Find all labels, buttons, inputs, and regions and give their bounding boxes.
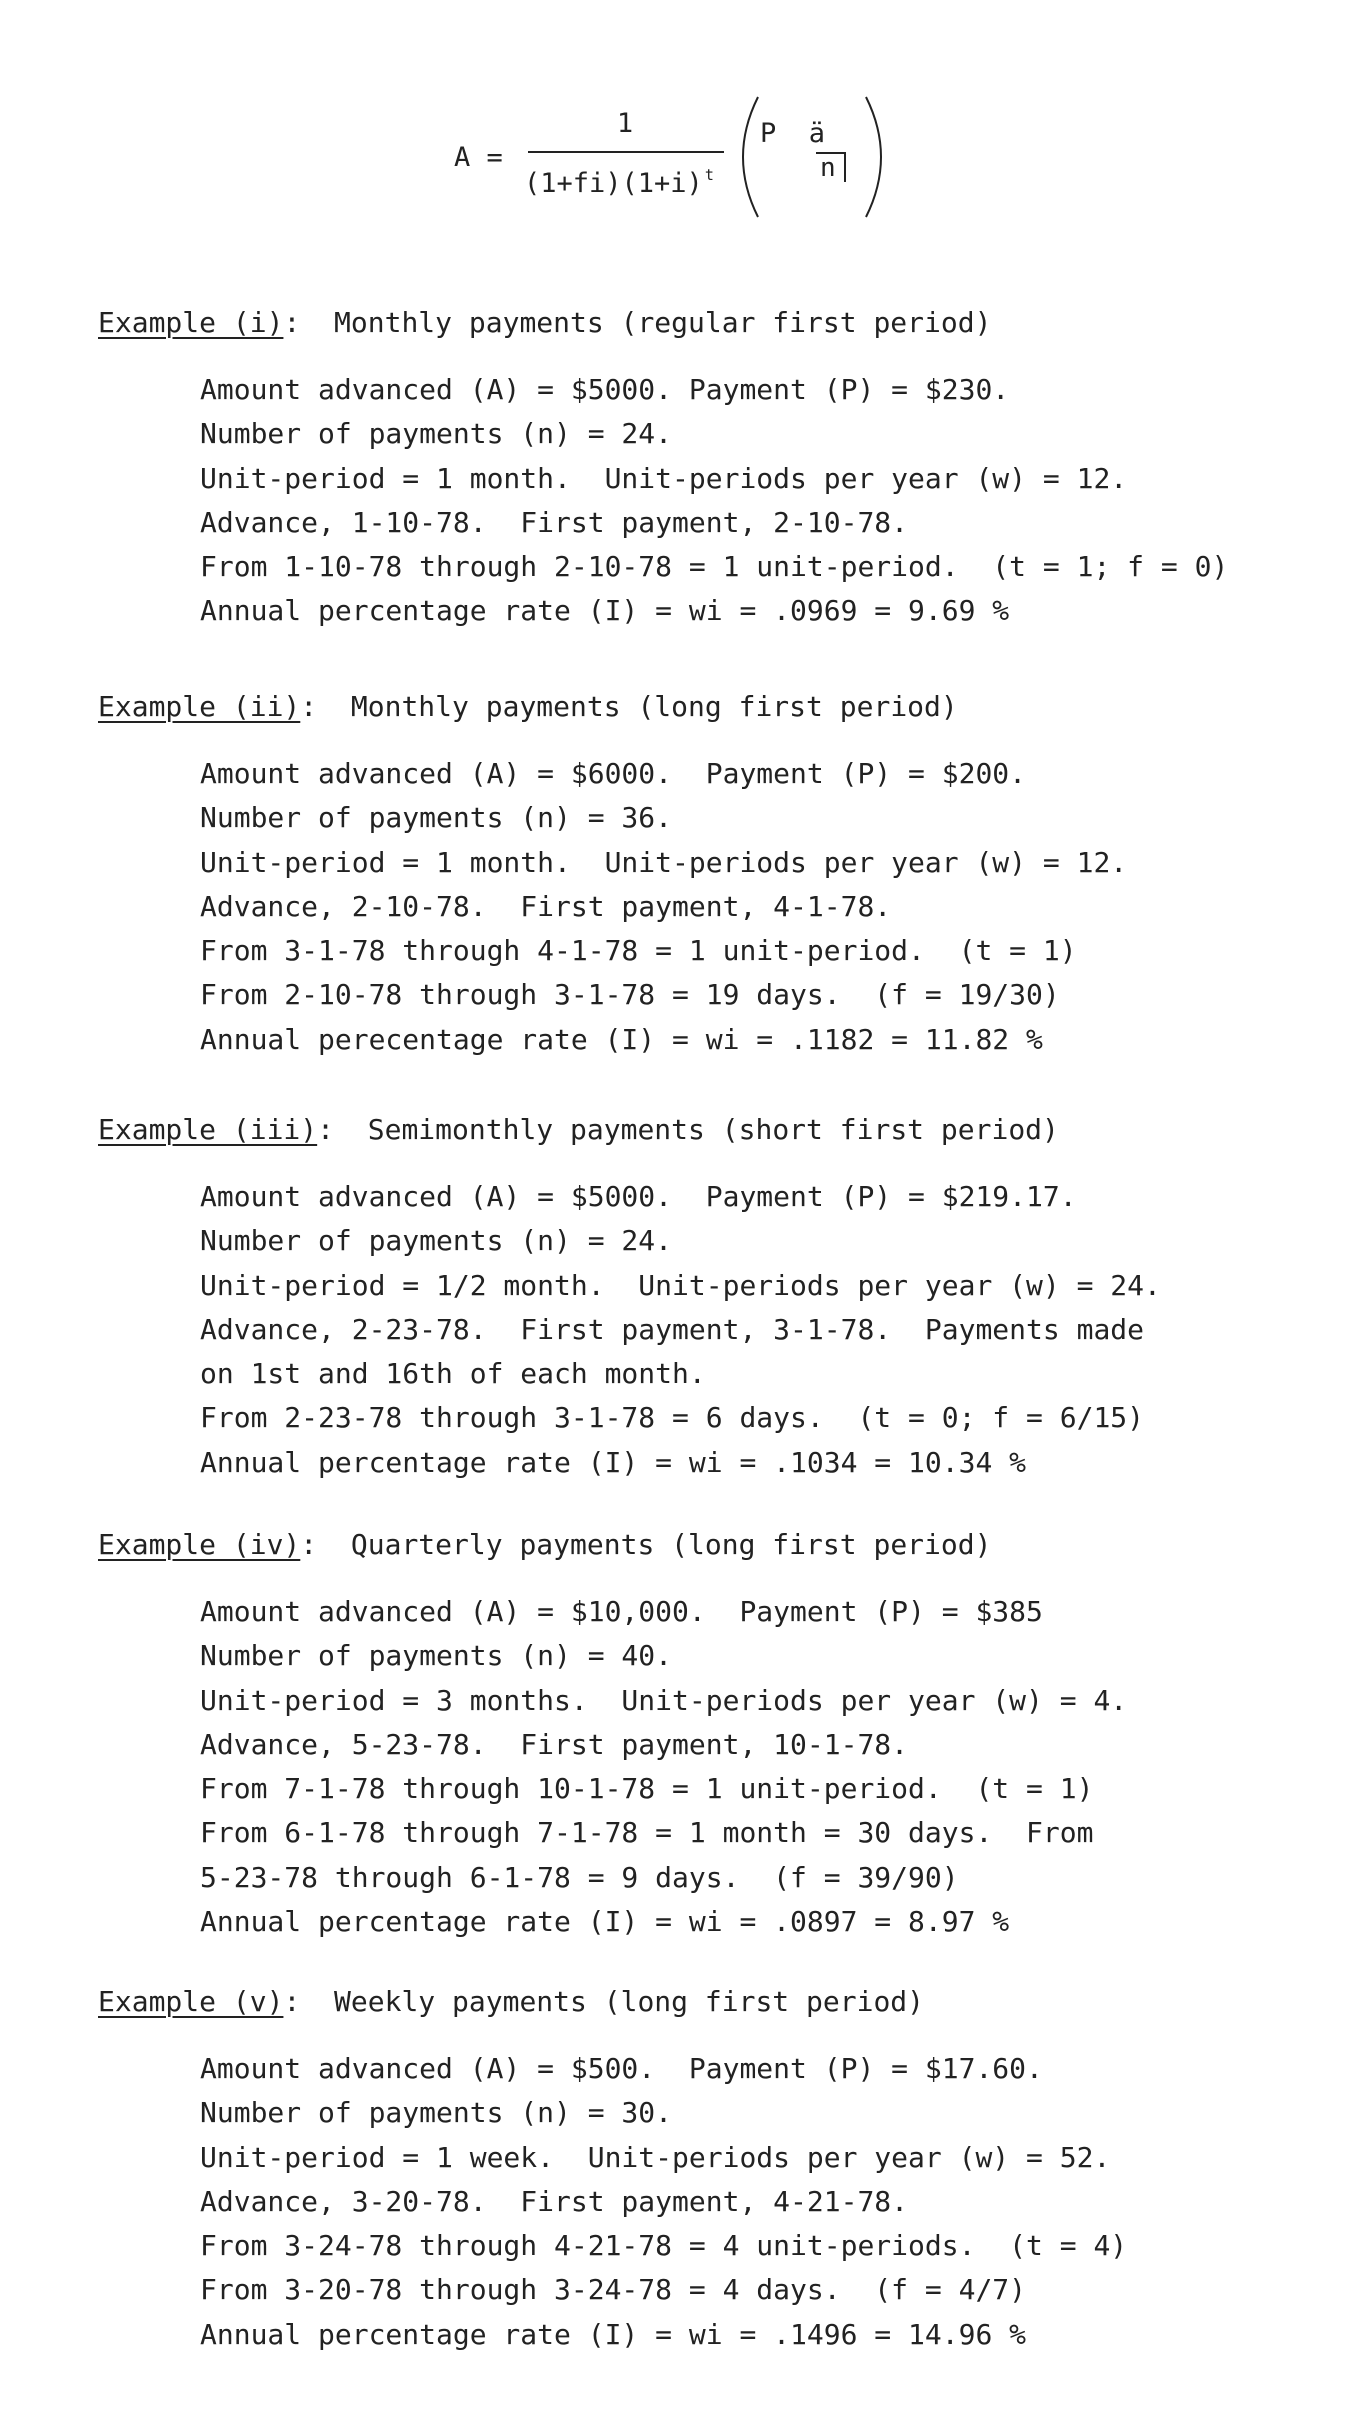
annuity-subscript-angle: n: [816, 152, 846, 182]
example-title: Quarterly payments (long first period): [350, 1528, 992, 1561]
payment-term: [760, 118, 825, 149]
example-line: Annual percentage rate (I) = wi = .0897 = 8.97 %: [200, 1905, 1010, 1939]
example-line: From 3-20-78 through 3-24-78 = 4 days. (f = 4/7): [200, 2273, 1027, 2307]
example-line: Advance, 2-10-78. First payment, 4-1-78.: [200, 889, 892, 923]
example-line: on 1st and 16th of each month.: [200, 1357, 706, 1391]
example-heading: [98, 1113, 1059, 1146]
payment-symbol: P: [760, 118, 777, 149]
example-line: Amount advanced (A) = $5000. Payment (P) = $230.: [200, 373, 1010, 406]
right-parenthesis: [862, 94, 890, 220]
example-line: Advance, 5-23-78. First payment, 10-1-78.: [200, 1727, 909, 1761]
example-line: From 6-1-78 through 7-1-78 = 1 month = 30 days. From: [200, 1816, 1094, 1850]
left-parenthesis: [734, 94, 762, 220]
example-line: Unit-period = 3 months. Unit-periods per year (w) = 4.: [200, 1683, 1128, 1717]
example-line: From 2-10-78 through 3-1-78 = 19 days. (f = 19/30): [200, 978, 1060, 1012]
example-line: From 2-23-78 through 3-1-78 = 6 days. (t = 0; f = 6/15): [200, 1401, 1145, 1435]
heading-separator: :: [300, 690, 318, 723]
example-heading: [98, 1985, 924, 2018]
example-line: Unit-period = 1 month. Unit-periods per year (w) = 12.: [200, 461, 1128, 495]
example-line: Number of payments (n) = 24.: [200, 1224, 673, 1258]
example-label: Example (ii): [98, 690, 301, 723]
example-label: Example (iii): [98, 1113, 318, 1146]
example-line: From 1-10-78 through 2-10-78 = 1 unit-period. (t = 1; f = 0): [200, 550, 1229, 584]
example-line: Number of payments (n) = 40.: [200, 1639, 673, 1673]
example-title: Monthly payments (long first period): [350, 690, 958, 723]
example-lines: [200, 1590, 1127, 1944]
example-line: Number of payments (n) = 30.: [200, 2096, 673, 2130]
example-title: Semimonthly payments (short first period): [367, 1113, 1059, 1146]
formula-denominator: [524, 166, 714, 199]
formula-numerator: 1: [616, 108, 634, 139]
example-line: From 3-1-78 through 4-1-78 = 1 unit-period. (t = 1): [200, 934, 1077, 968]
heading-separator: :: [317, 1113, 335, 1146]
example-line: Amount advanced (A) = $500. Payment (P) = $17.60.: [200, 2052, 1043, 2085]
denominator-exponent: t: [704, 166, 714, 184]
denominator-base: (1+fi)(1+i): [524, 168, 703, 199]
example-line: Advance, 3-20-78. First payment, 4-21-78.: [200, 2184, 909, 2218]
example-heading: [98, 306, 991, 339]
example-lines: [200, 368, 1228, 634]
annuity-formula: [440, 88, 900, 238]
example-line: Unit-period = 1 week. Unit-periods per year (w) = 52.: [200, 2140, 1111, 2174]
example-line: From 7-1-78 through 10-1-78 = 1 unit-period. (t = 1): [200, 1772, 1094, 1806]
example-line: 5-23-78 through 6-1-78 = 9 days. (f = 39/90): [200, 1860, 959, 1894]
example-lines: [200, 752, 1127, 1062]
annuity-symbol: ä: [808, 118, 826, 149]
example-heading: [98, 690, 958, 723]
example-line: Annual percentage rate (I) = wi = .0969 = 9.69 %: [200, 594, 1010, 628]
example-lines: [200, 1175, 1161, 1485]
heading-separator: :: [283, 306, 301, 339]
example-heading: [98, 1528, 991, 1561]
example-line: Advance, 1-10-78. First payment, 2-10-78.: [200, 505, 909, 539]
example-line: Unit-period = 1 month. Unit-periods per year (w) = 12.: [200, 845, 1128, 879]
example-line: Amount advanced (A) = $6000. Payment (P) = $200.: [200, 757, 1027, 790]
example-line: Unit-period = 1/2 month. Unit-periods per year (w) = 24.: [200, 1268, 1161, 1302]
heading-separator: :: [283, 1985, 301, 2018]
example-title: Monthly payments (regular first period): [334, 306, 992, 339]
example-label: Example (v): [98, 1985, 284, 2018]
example-title: Weekly payments (long first period): [334, 1985, 925, 2018]
example-line: Advance, 2-23-78. First payment, 3-1-78. Payments made: [200, 1312, 1145, 1346]
example-line: Annual perecentage rate (I) = wi = .1182 = 11.82 %: [200, 1022, 1043, 1056]
example-line: Number of payments (n) = 24.: [200, 417, 673, 451]
example-label: Example (iv): [98, 1528, 301, 1561]
example-line: Amount advanced (A) = $5000. Payment (P) = $219.17.: [200, 1180, 1077, 1213]
heading-separator: :: [300, 1528, 318, 1561]
example-label: Example (i): [98, 306, 284, 339]
example-line: Number of payments (n) = 36.: [200, 801, 673, 835]
formula-lhs: A =: [454, 142, 503, 173]
example-line: Annual percentage rate (I) = wi = .1034 = 10.34 %: [200, 1445, 1027, 1479]
fraction-bar: [528, 151, 724, 153]
example-line: From 3-24-78 through 4-21-78 = 4 unit-periods. (t = 4): [200, 2229, 1128, 2263]
example-line: Annual percentage rate (I) = wi = .1496 = 14.96 %: [200, 2317, 1027, 2351]
example-line: Amount advanced (A) = $10,000. Payment (P) = $385: [200, 1595, 1043, 1628]
example-lines: [200, 2047, 1127, 2357]
